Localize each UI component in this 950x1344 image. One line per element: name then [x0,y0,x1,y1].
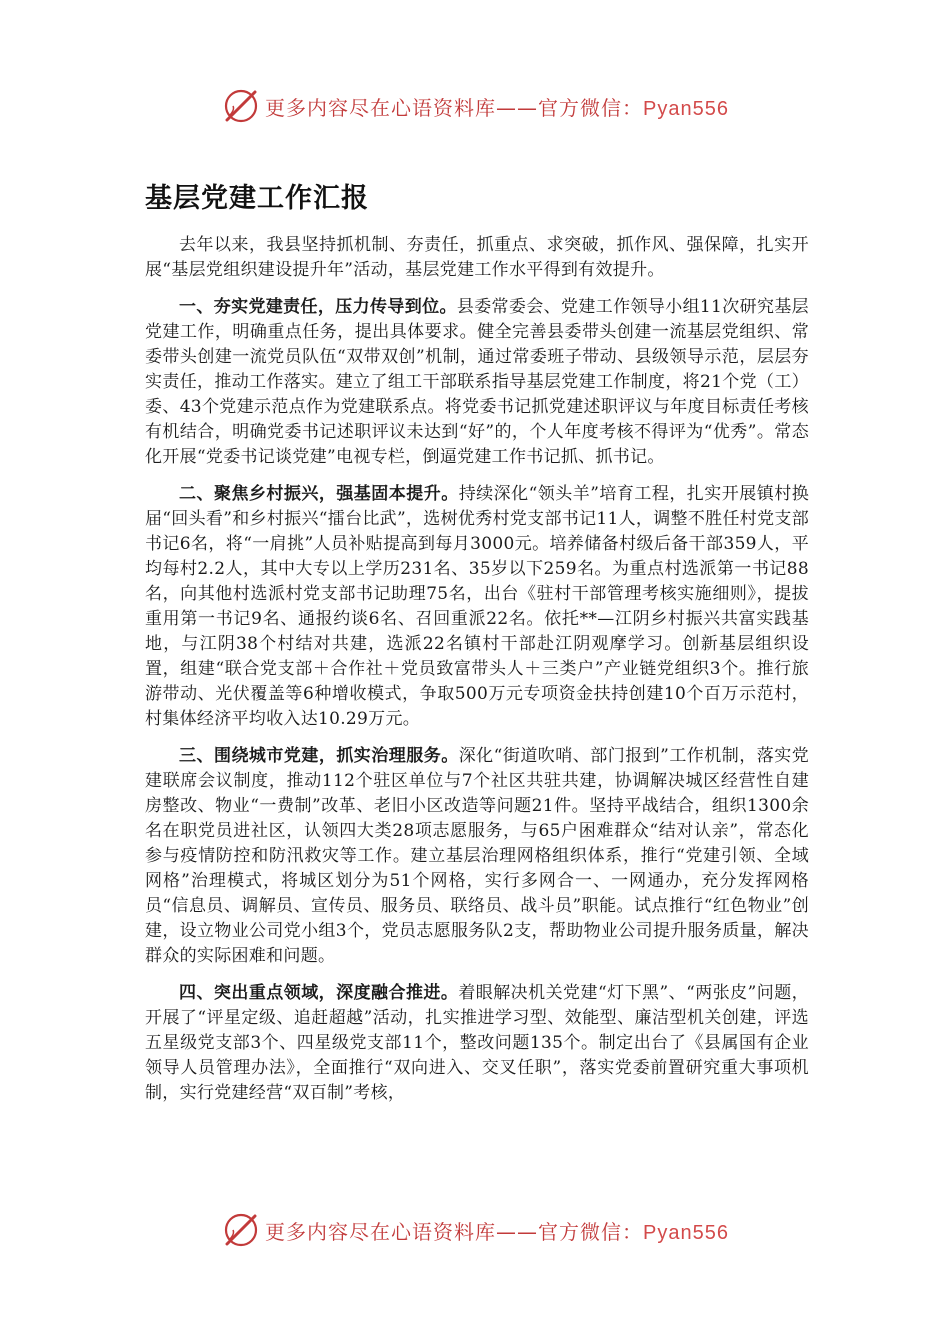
section-body-3: 深化“街道吹哨、部门报到”工作机制，落实党建联席会议制度，推动112个驻区单位与7个社区共驻共建，协调解决城区经营性自建房整改、物业“一费制”改革、老旧小区改造等问题21件。坚持平战结合，组织1300余名在职党员进社区，认领四大类28项志愿服务，与65户困难群众“结对认亲”，常态化参与疫情防控和防汛救灾等工作。建立基层治理网格组织体系，推行“党建引领、全域网格”治理模式，将城区划分为51个网格，实行多网合一、一网通办，充分发挥网格员“信息员、调解员、宣传员、服务员、联络员、战斗员”职能。试点推行“红色物业”创建，设立物业公司党小组3个，党员志愿服务队2支，帮助物业公司提升服务质量，解决群众的实际困难和问题。 [145,746,809,966]
section-paragraph-2 [145,482,809,732]
section-body-1: 县委常委会、党建工作领导小组11次研究基层党建工作，明确重点任务，提出具体要求。健全完善县委带头创建一流基层党组织、常委带头创建一流党员队伍“双带双创”机制，通过常委班子带动、县级领导示范，层层夯实责任，推动工作落实。建立了组工干部联系指导基层党建工作制度，将21个党（工）委、43个党建示范点作为党建联系点。将党委书记抓党建述职评议与年度目标责任考核有机结合，明确党委书记述职评议未达到“好”的，个人年度考核不得评为“优秀”。常态化开展“党委书记谈党建”电视专栏，倒逼党建工作书记抓、抓书记。 [145,297,809,467]
section-body-2: 持续深化“领头羊”培育工程，扎实开展镇村换届“回头看”和乡村振兴“擂台比武”，选树优秀村党支部书记11人，调整不胜任村党支部书记6名，将“一肩挑”人员补贴提高到每月3000元。培养储备村级后备干部359人，平均每村2.2人，其中大专以上学历231名、35岁以下259名。为重点村选派第一书记88名，向其他村选派村党支部书记助理75名，出台《驻村干部管理考核实施细则》，提拔重用第一书记9名、通报约谈6名、召回重派22名。依托**—江阴乡村振兴共富实践基地，与江阴38个村结对共建，选派22名镇村干部赴江阴观摩学习。创新基层组织设置，组建“联合党支部＋合作社＋党员致富带头人＋三类户”产业链党组织3个。推行旅游带动、光伏覆盖等6种增收模式，争取500万元专项资金扶持创建10个百万示范村，村集体经济平均收入达10.29万元。 [145,484,809,729]
wechat-id: Pyan556 [643,1221,729,1244]
wechat-label: 官方微信： [538,1219,644,1244]
pen-logo-icon [221,86,261,126]
section-heading-3: 三、围绕城市党建，抓实治理服务。 [179,746,459,766]
banner-text: 更多内容尽在心语资料库 [265,1219,497,1244]
document-title: 基层党建工作汇报 [145,183,369,214]
section-body-4: 着眼解决机关党建“灯下黑”、“两张皮”问题，开展了“评星定级、追赶超越”活动，扎实推进学习型、效能型、廉洁型机关创建，评选五星级党支部3个、四星级党支部11个，整改问题135个。制定出台了《县属国有企业领导人员管理办法》，全面推行“双向进入、交叉任职”，落实党委前置研究重大事项机制，实行党建经营“双百制”考核， [145,983,809,1103]
wechat-label: 官方微信： [538,95,644,120]
document-body [145,233,809,1118]
banner-separator: —— [496,95,539,120]
wechat-id: Pyan556 [643,97,729,120]
section-heading-2: 二、聚焦乡村振兴，强基固本提升。 [179,484,459,504]
banner-text: 更多内容尽在心语资料库 [265,95,497,120]
section-paragraph-1 [145,295,809,470]
section-heading-1: 一、夯实党建责任，压力传导到位。 [179,297,457,317]
watermark-banner-top [0,86,950,126]
section-heading-4: 四、突出重点领域，深度融合推进。 [179,983,459,1003]
section-paragraph-4 [145,981,809,1106]
intro-paragraph: 去年以来，我县坚持抓机制、夯责任，抓重点、求突破，抓作风、强保障，扎实开展“基层党组织建设提升年”活动，基层党建工作水平得到有效提升。 [145,235,809,280]
section-paragraph-3 [145,744,809,969]
banner-separator: —— [496,1219,539,1244]
pen-logo-icon [221,1210,261,1250]
watermark-banner-bottom [0,1210,950,1250]
